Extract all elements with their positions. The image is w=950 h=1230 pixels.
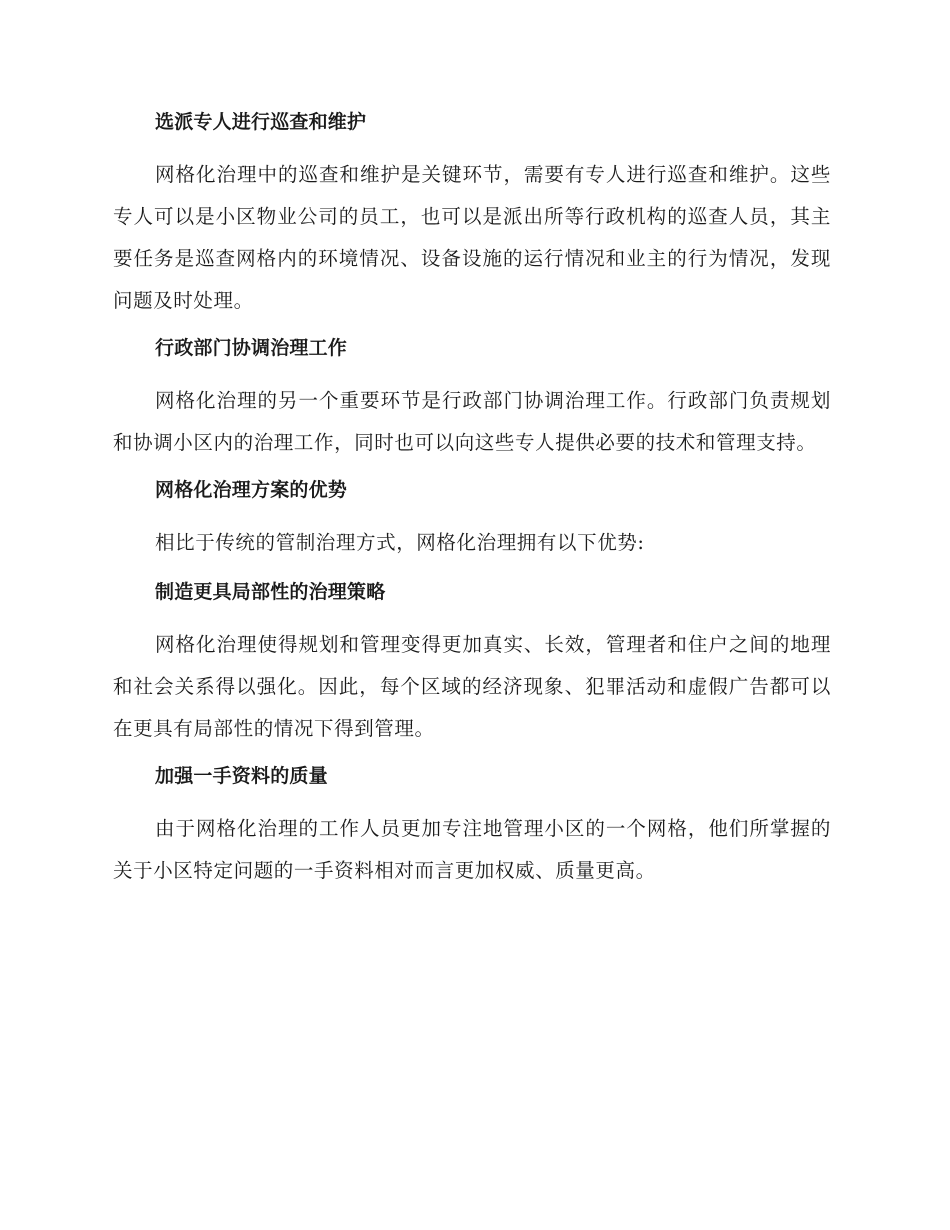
document-body xyxy=(113,108,831,904)
section-paragraph: 相比于传统的管制治理方式，网格化治理拥有以下优势: xyxy=(155,531,645,554)
section-heading: 制造更具局部性的治理策略 xyxy=(155,581,386,603)
section-heading: 网格化治理方案的优势 xyxy=(155,479,348,501)
section-heading: 加强一手资料的质量 xyxy=(155,765,328,787)
section-paragraph: 网格化治理中的巡查和维护是关键环节，需要有专人进行巡查和维护。这些专人可以是小区物业公司的员工，也可以是派出所等行政机构的巡查人员，其主要任务是巡查网格内的环境情况、设备设施的运行情况和业主的行为情况，发现问题及时处理。 xyxy=(113,163,831,312)
section-paragraph: 网格化治理的另一个重要环节是行政部门协调治理工作。行政部门负责规划和协调小区内的治理工作，同时也可以向这些专人提供必要的技术和管理支持。 xyxy=(113,389,831,454)
section-heading: 选派专人进行巡查和维护 xyxy=(155,111,367,133)
section-paragraph: 由于网格化治理的工作人员更加专注地管理小区的一个网格，他们所掌握的关于小区特定问题的一手资料相对而言更加权威、质量更高。 xyxy=(113,817,831,882)
section-heading: 行政部门协调治理工作 xyxy=(155,337,348,359)
section-paragraph: 网格化治理使得规划和管理变得更加真实、长效，管理者和住户之间的地理和社会关系得以强化。因此，每个区域的经济现象、犯罪活动和虚假广告都可以在更具有局部性的情况下得到管理。 xyxy=(113,633,831,740)
